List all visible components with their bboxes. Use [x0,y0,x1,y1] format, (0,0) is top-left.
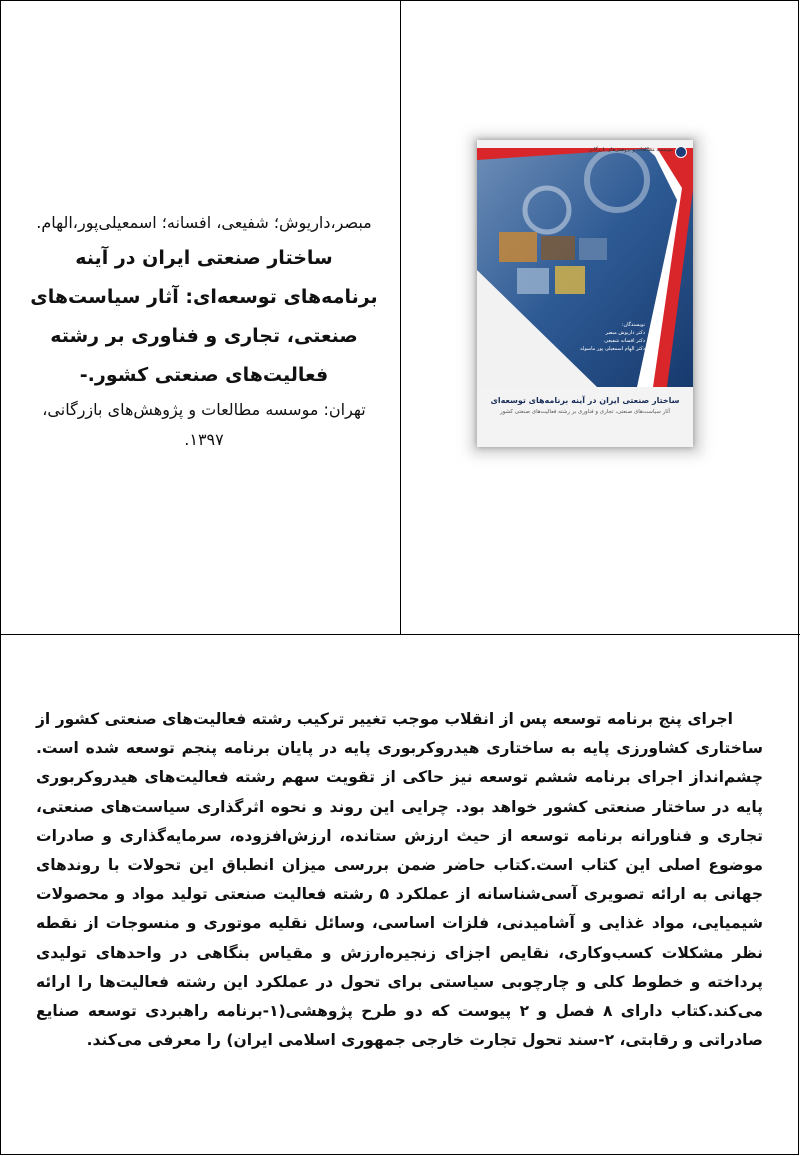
citation-publisher: تهران: موسسه مطالعات و پژوهش‌های بازرگانی، [42,400,366,419]
photo-tile [541,236,575,260]
cover-authors-heading: نویسندگان: [621,322,645,328]
photo-tile [517,268,549,294]
cover-publisher-name: موسسه مطالعات و پژوهش‌های بازرگانی [588,147,673,153]
citation-authors: مبصر،داریوش؛ شفیعی، افسانه؛ اسمعیلی‌پور،الهام. [36,213,372,232]
photo-tile [499,232,537,262]
publisher-logo [675,146,687,158]
column-divider [400,0,401,634]
row-divider [0,634,800,635]
cover-subtitle: آثار سیاست‌های صنعتی، تجاری و فناوری بر رشته فعالیت‌های صنعتی کشور [500,409,670,415]
photo-tile [579,238,607,260]
cover-title: ساختار صنعتی ایران در آینه برنامه‌های توسعه‌ای [490,396,680,405]
bibliographic-citation [28,207,380,455]
book-cover [477,140,693,447]
cover-title-band [477,387,693,447]
citation-year: ۱۳۹۷. [184,430,224,449]
book-abstract: اجرای پنج برنامه توسعه پس از انقلاب موجب تغییر ترکیب رشته فعالیت‌های صنعتی کشور از ساختاری کشاورزی پایه به ساختاری هیدروکربوری پایه در پایان برنامه پنجم توسعه شده است. چشم‌انداز اجرای برنامه ششم توسعه نیز حاکی از تقویت سهم رشته فعالیت‌های هیدروکربوری پایه در ساختار صنعتی کشور خواهد بود. چرایی این روند و نحوه اثرگذاری سیاست‌های صنعتی، تجاری و فناورانه برنامه توسعه از حیث ارزش ستانده، ارزش‌افزوده، سرمایه‌گذاری و صادرات موضوع اصلی این کتاب است.کتاب حاضر ضمن بررسی میزان انطباق این تحولات با روندهای جهانی به ارائه تصویری آسی‌شناسانه از عملکرد ۵ رشته فعالیت صنعتی تولید مواد و محصولات شیمیایی، مواد غذایی و آشامیدنی، فلزات اساسی، وسائل نقلیه موتوری و منسوجات از نقطه نظر مشکلات کسب‌وکاری، نقایص اجزای زنجیره‌ارزش و مقیاس بنگاهی در واحدهای تولیدی پرداخته و خطوط کلی و چارچوبی سیاستی برای تحول در عملکرد این رشته فعالیت‌ها را ارائه می‌کند.کتاب دارای ۸ فصل و ۲ پیوست که دو طرح پژوهشی(۱-برنامه راهبردی توسعه صنایع صادراتی و رقابتی، ۲-سند تحول تجارت خارجی جمهوری اسلامی ایران) را معرفی می‌کند. [36,710,764,1050]
cover-authors [565,321,645,353]
cover-author: دکتر الهام اسمعیلی پور ماسوله [580,346,645,352]
citation-title: ساختار صنعتی ایران در آینه برنامه‌های توسعه‌ای: آثار سیاست‌های صنعتی، تجاری و فناوری بر رشته فعالیت‌های صنعتی کشور.- [30,247,378,386]
cover-author: دکتر داریوش مبصر [605,330,645,336]
photo-tile [555,266,585,294]
cover-author: دکتر افسانه شفیعی [604,338,645,344]
